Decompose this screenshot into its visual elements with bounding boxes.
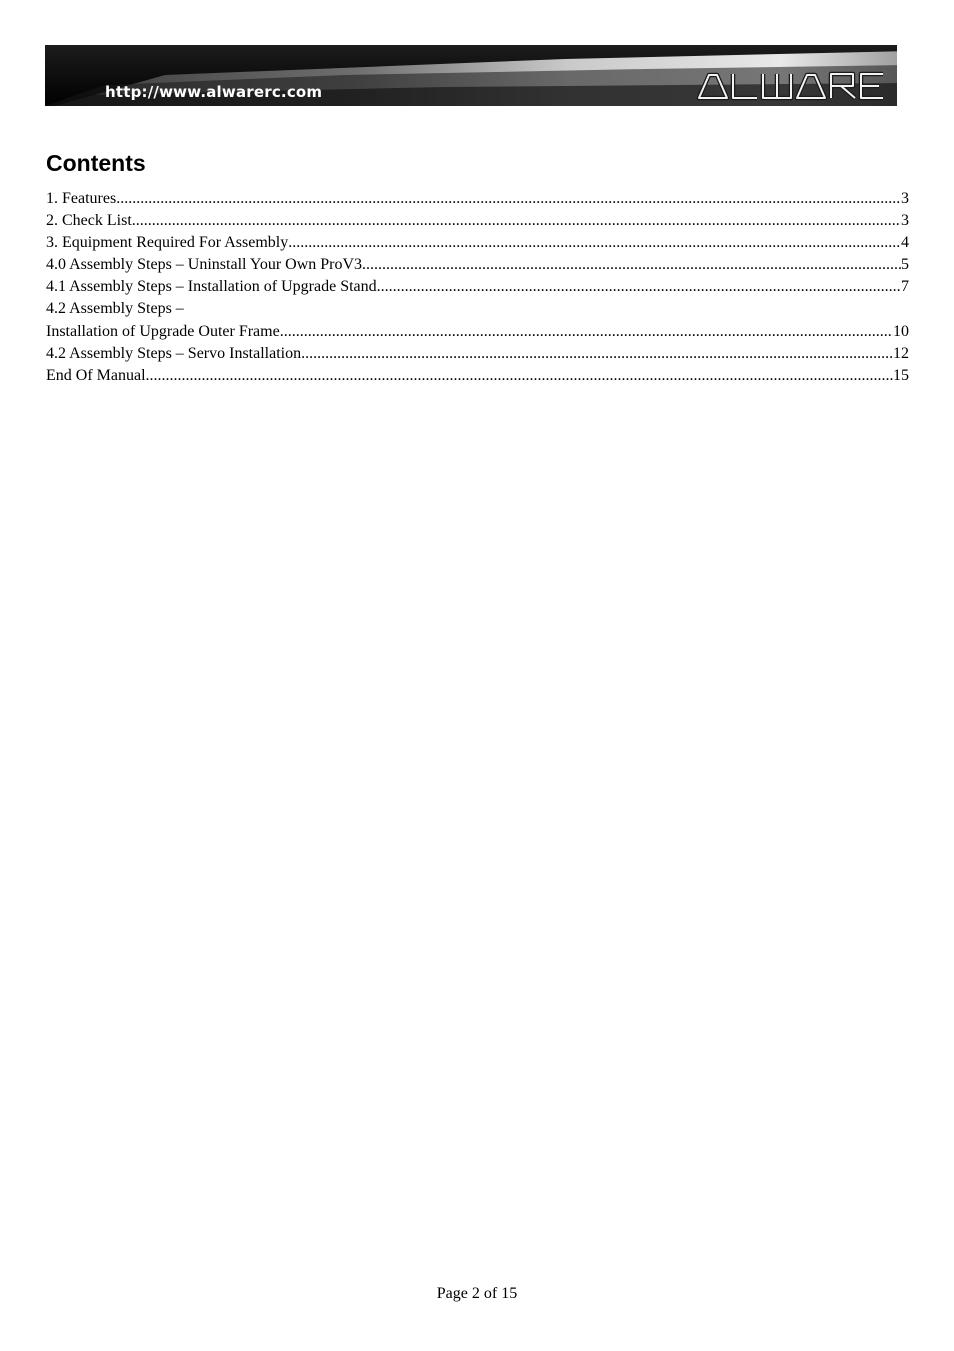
toc-entry-upgrade-stand[interactable] <box>46 276 909 298</box>
toc-entry-title: End Of Manual <box>46 366 146 384</box>
toc-entry-title: Installation of Upgrade Outer Frame <box>46 322 280 340</box>
toc-entry-title: 4.2 Assembly Steps – Servo Installation <box>46 344 302 362</box>
toc-entry-page: 5 <box>901 256 909 274</box>
toc-entry-page: 4 <box>901 234 909 252</box>
toc-entry-check-list[interactable] <box>46 210 909 232</box>
table-of-contents <box>46 188 909 387</box>
toc-dot-leader <box>301 343 893 365</box>
toc-entry-page: 12 <box>893 344 909 362</box>
page-number-footer: Page 2 of 15 <box>436 1285 518 1302</box>
toc-dot-leader <box>362 254 901 276</box>
toc-entry-page: 3 <box>901 190 909 207</box>
toc-entry-page: 15 <box>893 366 909 384</box>
toc-entry-page: 10 <box>893 322 909 340</box>
toc-entry-title-line1: 4.2 Assembly Steps – <box>46 300 184 318</box>
toc-entry-title: 2. Check List <box>46 212 132 230</box>
toc-entry-outer-frame[interactable] <box>46 298 909 342</box>
toc-entry-uninstall[interactable] <box>46 254 909 276</box>
toc-dot-leader <box>377 276 901 298</box>
contents-heading: Contents <box>46 150 146 176</box>
toc-entry-title: 4.0 Assembly Steps – Uninstall Your Own ProV3 <box>46 256 363 274</box>
toc-entry-title: 1. Features <box>46 190 117 207</box>
toc-dot-leader <box>116 188 901 210</box>
header-banner <box>45 45 909 106</box>
toc-entry-page: 7 <box>901 278 909 296</box>
toc-entry-equipment[interactable] <box>46 232 909 254</box>
toc-entry-title: 4.1 Assembly Steps – Installation of Upgrade Stand <box>46 278 377 296</box>
toc-dot-leader <box>280 321 893 343</box>
toc-entry-title: 3. Equipment Required For Assembly <box>46 234 289 252</box>
toc-entry-features[interactable] <box>46 188 909 210</box>
toc-dot-leader <box>288 232 901 254</box>
toc-entry-servo[interactable] <box>46 343 909 365</box>
toc-dot-leader <box>146 365 893 387</box>
toc-dot-leader <box>132 210 901 232</box>
website-url[interactable]: http://www.alwarerc.com <box>105 83 323 101</box>
alware-logo-shape <box>695 69 885 101</box>
toc-entry-end-of-manual[interactable] <box>46 365 909 387</box>
toc-entry-page: 3 <box>901 212 909 230</box>
